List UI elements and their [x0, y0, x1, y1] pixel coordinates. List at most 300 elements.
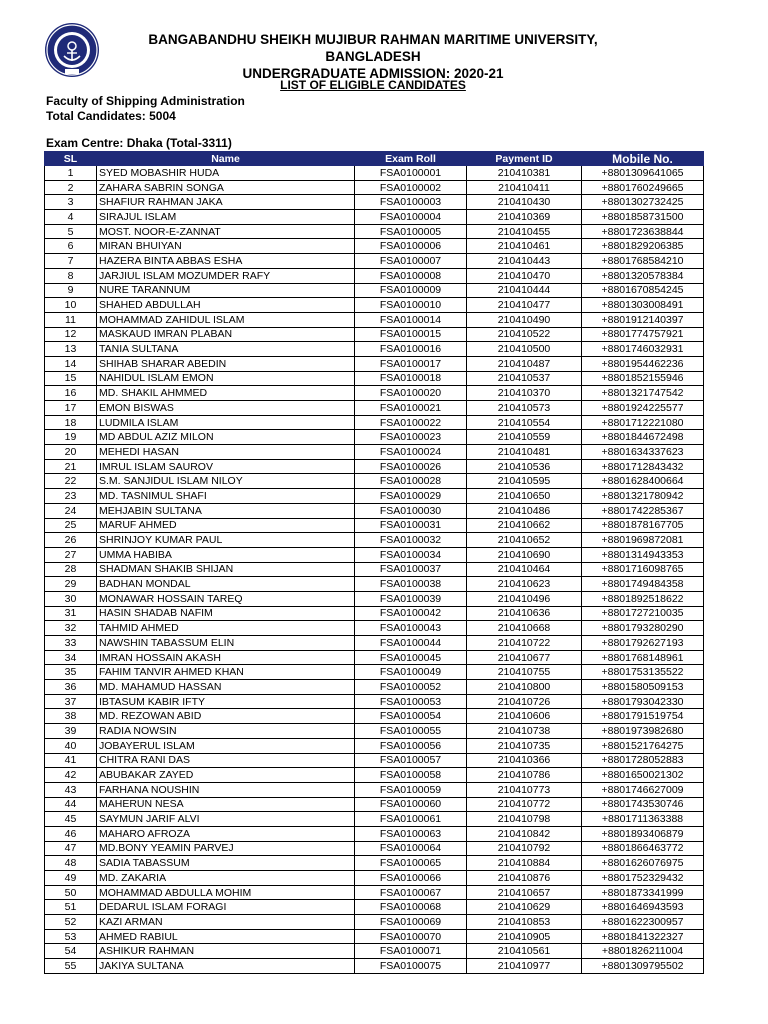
table-row — [45, 533, 704, 548]
cell-payment-id: 210410461 — [467, 239, 582, 254]
cell-sl: 38 — [45, 709, 97, 724]
cell-name: MAHARO AFROZA — [97, 826, 355, 841]
cell-sl: 49 — [45, 871, 97, 886]
cell-exam-roll: FSA0100045 — [355, 650, 467, 665]
cell-mobile: +8801646943593 — [582, 900, 704, 915]
cell-mobile: +8801650021302 — [582, 768, 704, 783]
cell-exam-roll: FSA0100044 — [355, 636, 467, 651]
cell-sl: 36 — [45, 680, 97, 695]
cell-sl: 45 — [45, 812, 97, 827]
cell-exam-roll: FSA0100009 — [355, 283, 467, 298]
table-row — [45, 547, 704, 562]
cell-exam-roll: FSA0100024 — [355, 445, 467, 460]
cell-sl: 53 — [45, 929, 97, 944]
cell-sl: 33 — [45, 636, 97, 651]
table-row — [45, 680, 704, 695]
cell-mobile: +8801742285367 — [582, 503, 704, 518]
cell-payment-id: 210410792 — [467, 841, 582, 856]
cell-mobile: +8801892518622 — [582, 591, 704, 606]
cell-exam-roll: FSA0100005 — [355, 224, 467, 239]
cell-payment-id: 210410800 — [467, 680, 582, 695]
cell-exam-roll: FSA0100016 — [355, 342, 467, 357]
cell-name: AHMED RABIUL — [97, 929, 355, 944]
cell-sl: 8 — [45, 268, 97, 283]
cell-sl: 16 — [45, 386, 97, 401]
table-row — [45, 283, 704, 298]
cell-exam-roll: FSA0100017 — [355, 356, 467, 371]
table-row — [45, 812, 704, 827]
cell-mobile: +8801634337623 — [582, 445, 704, 460]
table-row — [45, 797, 704, 812]
cell-sl: 1 — [45, 166, 97, 181]
cell-mobile: +8801858731500 — [582, 210, 704, 225]
table-row — [45, 239, 704, 254]
cell-payment-id: 210410636 — [467, 606, 582, 621]
table-row — [45, 327, 704, 342]
cell-name: NURE TARANNUM — [97, 283, 355, 298]
cell-name: MD. SHAKIL AHMMED — [97, 386, 355, 401]
cell-sl: 50 — [45, 885, 97, 900]
table-row — [45, 591, 704, 606]
cell-name: MD. MAHAMUD HASSAN — [97, 680, 355, 695]
cell-payment-id: 210410623 — [467, 577, 582, 592]
cell-payment-id: 210410477 — [467, 298, 582, 313]
cell-mobile: +8801521764275 — [582, 738, 704, 753]
table-row — [45, 636, 704, 651]
cell-sl: 19 — [45, 430, 97, 445]
cell-payment-id: 210410554 — [467, 415, 582, 430]
table-row — [45, 841, 704, 856]
table-row — [45, 474, 704, 489]
cell-name: JARJIUL ISLAM MOZUMDER RAFY — [97, 268, 355, 283]
cell-name: KAZI ARMAN — [97, 915, 355, 930]
table-row — [45, 944, 704, 959]
cell-exam-roll: FSA0100052 — [355, 680, 467, 695]
cell-mobile: +8801746627009 — [582, 782, 704, 797]
exam-centre: Exam Centre: Dhaka (Total-3311) — [46, 136, 232, 150]
cell-payment-id: 210410486 — [467, 503, 582, 518]
cell-exam-roll: FSA0100029 — [355, 489, 467, 504]
cell-sl: 20 — [45, 445, 97, 460]
cell-exam-roll: FSA0100020 — [355, 386, 467, 401]
cell-sl: 26 — [45, 533, 97, 548]
cell-sl: 35 — [45, 665, 97, 680]
cell-mobile: +8801320578384 — [582, 268, 704, 283]
cell-mobile: +8801628400664 — [582, 474, 704, 489]
cell-payment-id: 210410657 — [467, 885, 582, 900]
table-row — [45, 577, 704, 592]
cell-sl: 40 — [45, 738, 97, 753]
cell-name: SIRAJUL ISLAM — [97, 210, 355, 225]
cell-name: ZAHARA SABRIN SONGA — [97, 180, 355, 195]
cell-exam-roll: FSA0100057 — [355, 753, 467, 768]
cell-name: ABUBAKAR ZAYED — [97, 768, 355, 783]
cell-payment-id: 210410443 — [467, 254, 582, 269]
cell-exam-roll: FSA0100038 — [355, 577, 467, 592]
cell-payment-id: 210410573 — [467, 401, 582, 416]
cell-mobile: +8801893406879 — [582, 826, 704, 841]
table-row — [45, 312, 704, 327]
table-row — [45, 753, 704, 768]
faculty-block — [46, 94, 245, 124]
cell-exam-roll: FSA0100039 — [355, 591, 467, 606]
cell-sl: 44 — [45, 797, 97, 812]
cell-payment-id: 210410772 — [467, 797, 582, 812]
cell-sl: 9 — [45, 283, 97, 298]
cell-payment-id: 210410755 — [467, 665, 582, 680]
cell-name: MASKAUD IMRAN PLABAN — [97, 327, 355, 342]
table-row — [45, 503, 704, 518]
cell-payment-id: 210410722 — [467, 636, 582, 651]
cell-payment-id: 210410629 — [467, 900, 582, 915]
cell-mobile: +8801746032931 — [582, 342, 704, 357]
cell-name: FAHIM TANVIR AHMED KHAN — [97, 665, 355, 680]
cell-mobile: +8801841322327 — [582, 929, 704, 944]
cell-sl: 39 — [45, 724, 97, 739]
cell-payment-id: 210410369 — [467, 210, 582, 225]
cell-mobile: +8801321747542 — [582, 386, 704, 401]
cell-exam-roll: FSA0100001 — [355, 166, 467, 181]
cell-mobile: +8801969872081 — [582, 533, 704, 548]
table-row — [45, 459, 704, 474]
table-header-row — [45, 152, 704, 166]
cell-sl: 11 — [45, 312, 97, 327]
cell-name: MEHEDI HASAN — [97, 445, 355, 460]
cell-mobile: +8801309641065 — [582, 166, 704, 181]
cell-name: SHAFIUR RAHMAN JAKA — [97, 195, 355, 210]
total-candidates: Total Candidates: 5004 — [46, 109, 176, 123]
table-row — [45, 268, 704, 283]
cell-name: UMMA HABIBA — [97, 547, 355, 562]
cell-mobile: +8801826211004 — [582, 944, 704, 959]
cell-name: TANIA SULTANA — [97, 342, 355, 357]
cell-mobile: +8801774757921 — [582, 327, 704, 342]
cell-mobile: +8801711363388 — [582, 812, 704, 827]
cell-name: SYED MOBASHIR HUDA — [97, 166, 355, 181]
cell-exam-roll: FSA0100034 — [355, 547, 467, 562]
cell-name: JAKIYA SULTANA — [97, 959, 355, 974]
cell-sl: 15 — [45, 371, 97, 386]
cell-name: MIRAN BHUIYAN — [97, 239, 355, 254]
cell-exam-roll: FSA0100042 — [355, 606, 467, 621]
cell-exam-roll: FSA0100068 — [355, 900, 467, 915]
cell-mobile: +8801924225577 — [582, 401, 704, 416]
cell-mobile: +8801852155946 — [582, 371, 704, 386]
cell-mobile: +8801743530746 — [582, 797, 704, 812]
cell-payment-id: 210410490 — [467, 312, 582, 327]
cell-sl: 10 — [45, 298, 97, 313]
candidates-table — [44, 151, 704, 974]
table-row — [45, 915, 704, 930]
cell-name: MD.BONY YEAMIN PARVEJ — [97, 841, 355, 856]
cell-payment-id: 210410842 — [467, 826, 582, 841]
cell-name: DEDARUL ISLAM FORAGI — [97, 900, 355, 915]
cell-sl: 48 — [45, 856, 97, 871]
cell-payment-id: 210410798 — [467, 812, 582, 827]
cell-mobile: +8801793280290 — [582, 621, 704, 636]
cell-mobile: +8801973982680 — [582, 724, 704, 739]
cell-payment-id: 210410455 — [467, 224, 582, 239]
table-row — [45, 871, 704, 886]
table-row — [45, 371, 704, 386]
cell-name: HASIN SHADAB NAFIM — [97, 606, 355, 621]
cell-exam-roll: FSA0100065 — [355, 856, 467, 871]
table-row — [45, 254, 704, 269]
cell-payment-id: 210410668 — [467, 621, 582, 636]
table-row — [45, 694, 704, 709]
table-row — [45, 166, 704, 181]
cell-payment-id: 210410690 — [467, 547, 582, 562]
table-row — [45, 621, 704, 636]
cell-name: MAHERUN NESA — [97, 797, 355, 812]
table-row — [45, 210, 704, 225]
cell-payment-id: 210410738 — [467, 724, 582, 739]
table-row — [45, 195, 704, 210]
cell-payment-id: 210410853 — [467, 915, 582, 930]
cell-mobile: +8801954462236 — [582, 356, 704, 371]
cell-sl: 6 — [45, 239, 97, 254]
cell-mobile: +8801712843432 — [582, 459, 704, 474]
cell-exam-roll: FSA0100069 — [355, 915, 467, 930]
cell-exam-roll: FSA0100053 — [355, 694, 467, 709]
faculty-name: Faculty of Shipping Administration — [46, 94, 245, 108]
cell-sl: 14 — [45, 356, 97, 371]
cell-payment-id: 210410650 — [467, 489, 582, 504]
cell-mobile: +8801314943353 — [582, 547, 704, 562]
cell-payment-id: 210410735 — [467, 738, 582, 753]
cell-sl: 25 — [45, 518, 97, 533]
cell-exam-roll: FSA0100064 — [355, 841, 467, 856]
cell-name: SHIHAB SHARAR ABEDIN — [97, 356, 355, 371]
cell-name: TAHMID AHMED — [97, 621, 355, 636]
cell-payment-id: 210410464 — [467, 562, 582, 577]
cell-name: NAWSHIN TABASSUM ELIN — [97, 636, 355, 651]
cell-sl: 24 — [45, 503, 97, 518]
cell-mobile: +8801712221080 — [582, 415, 704, 430]
cell-exam-roll: FSA0100037 — [355, 562, 467, 577]
cell-sl: 7 — [45, 254, 97, 269]
cell-mobile: +8801727210035 — [582, 606, 704, 621]
cell-sl: 28 — [45, 562, 97, 577]
cell-mobile: +8801622300957 — [582, 915, 704, 930]
cell-mobile: +8801302732425 — [582, 195, 704, 210]
cell-mobile: +8801844672498 — [582, 430, 704, 445]
cell-payment-id: 210410487 — [467, 356, 582, 371]
cell-payment-id: 210410481 — [467, 445, 582, 460]
cell-payment-id: 210410726 — [467, 694, 582, 709]
cell-name: EMON BISWAS — [97, 401, 355, 416]
column-header-name: Name — [97, 152, 355, 166]
cell-name: SADIA TABASSUM — [97, 856, 355, 871]
cell-sl: 2 — [45, 180, 97, 195]
cell-sl: 4 — [45, 210, 97, 225]
cell-exam-roll: FSA0100002 — [355, 180, 467, 195]
table-row — [45, 445, 704, 460]
cell-exam-roll: FSA0100058 — [355, 768, 467, 783]
column-header-exam-roll: Exam Roll — [355, 152, 467, 166]
cell-exam-roll: FSA0100054 — [355, 709, 467, 724]
cell-mobile: +8801873341999 — [582, 885, 704, 900]
cell-name: SHRINJOY KUMAR PAUL — [97, 533, 355, 548]
table-row — [45, 650, 704, 665]
cell-sl: 13 — [45, 342, 97, 357]
cell-exam-roll: FSA0100043 — [355, 621, 467, 636]
cell-mobile: +8801768584210 — [582, 254, 704, 269]
cell-sl: 17 — [45, 401, 97, 416]
table-row — [45, 885, 704, 900]
cell-exam-roll: FSA0100015 — [355, 327, 467, 342]
cell-name: IMRAN HOSSAIN AKASH — [97, 650, 355, 665]
cell-name: MOHAMMAD ABDULLA MOHIM — [97, 885, 355, 900]
cell-payment-id: 210410444 — [467, 283, 582, 298]
cell-payment-id: 210410677 — [467, 650, 582, 665]
cell-payment-id: 210410905 — [467, 929, 582, 944]
table-row — [45, 518, 704, 533]
cell-name: HAZERA BINTA ABBAS ESHA — [97, 254, 355, 269]
cell-mobile: +8801912140397 — [582, 312, 704, 327]
table-row — [45, 562, 704, 577]
cell-payment-id: 210410536 — [467, 459, 582, 474]
table-row — [45, 180, 704, 195]
cell-sl: 32 — [45, 621, 97, 636]
cell-exam-roll: FSA0100028 — [355, 474, 467, 489]
cell-payment-id: 210410411 — [467, 180, 582, 195]
cell-mobile: +8801626076975 — [582, 856, 704, 871]
cell-payment-id: 210410786 — [467, 768, 582, 783]
cell-exam-roll: FSA0100022 — [355, 415, 467, 430]
cell-mobile: +8801866463772 — [582, 841, 704, 856]
university-seal-icon — [44, 22, 100, 78]
cell-name: MD ABDUL AZIZ MILON — [97, 430, 355, 445]
table-row — [45, 342, 704, 357]
cell-name: SAYMUN JARIF ALVI — [97, 812, 355, 827]
cell-exam-roll: FSA0100032 — [355, 533, 467, 548]
cell-exam-roll: FSA0100063 — [355, 826, 467, 841]
table-row — [45, 782, 704, 797]
cell-mobile: +8801321780942 — [582, 489, 704, 504]
cell-name: LUDMILA ISLAM — [97, 415, 355, 430]
cell-exam-roll: FSA0100030 — [355, 503, 467, 518]
cell-payment-id: 210410606 — [467, 709, 582, 724]
cell-mobile: +8801728052883 — [582, 753, 704, 768]
cell-sl: 21 — [45, 459, 97, 474]
cell-payment-id: 210410500 — [467, 342, 582, 357]
university-name: BANGABANDHU SHEIKH MUJIBUR RAHMAN MARITIME UNIVERSITY, BANGLADESH — [148, 32, 598, 64]
cell-sl: 29 — [45, 577, 97, 592]
cell-exam-roll: FSA0100049 — [355, 665, 467, 680]
cell-payment-id: 210410366 — [467, 753, 582, 768]
cell-name: IBTASUM KABIR IFTY — [97, 694, 355, 709]
column-header-mobile: Mobile No. — [582, 152, 704, 166]
cell-payment-id: 210410662 — [467, 518, 582, 533]
table-row — [45, 606, 704, 621]
cell-payment-id: 210410652 — [467, 533, 582, 548]
cell-name: MD. ZAKARIA — [97, 871, 355, 886]
list-title: LIST OF ELIGIBLE CANDIDATES — [280, 78, 466, 92]
cell-exam-roll: FSA0100006 — [355, 239, 467, 254]
cell-mobile: +8801829206385 — [582, 239, 704, 254]
cell-name: MD. TASNIMUL SHAFI — [97, 489, 355, 504]
table-body — [45, 166, 704, 974]
cell-exam-roll: FSA0100066 — [355, 871, 467, 886]
cell-mobile: +8801752329432 — [582, 871, 704, 886]
cell-exam-roll: FSA0100055 — [355, 724, 467, 739]
cell-exam-roll: FSA0100060 — [355, 797, 467, 812]
cell-exam-roll: FSA0100008 — [355, 268, 467, 283]
cell-mobile: +8801716098765 — [582, 562, 704, 577]
table-row — [45, 386, 704, 401]
cell-sl: 31 — [45, 606, 97, 621]
admission-session: UNDERGRADUATE ADMISSION: 2020-21 — [242, 66, 504, 81]
cell-sl: 37 — [45, 694, 97, 709]
cell-exam-roll: FSA0100014 — [355, 312, 467, 327]
table-row — [45, 929, 704, 944]
cell-exam-roll: FSA0100003 — [355, 195, 467, 210]
cell-name: SHADMAN SHAKIB SHIJAN — [97, 562, 355, 577]
table-row — [45, 356, 704, 371]
cell-exam-roll: FSA0100023 — [355, 430, 467, 445]
cell-sl: 22 — [45, 474, 97, 489]
cell-payment-id: 210410370 — [467, 386, 582, 401]
cell-mobile: +8801670854245 — [582, 283, 704, 298]
cell-mobile: +8801878167705 — [582, 518, 704, 533]
cell-payment-id: 210410537 — [467, 371, 582, 386]
cell-sl: 43 — [45, 782, 97, 797]
cell-mobile: +8801791519754 — [582, 709, 704, 724]
cell-payment-id: 210410561 — [467, 944, 582, 959]
table-row — [45, 959, 704, 974]
header-title — [108, 31, 638, 82]
cell-sl: 3 — [45, 195, 97, 210]
table-row — [45, 430, 704, 445]
table-row — [45, 224, 704, 239]
cell-mobile: +8801768148961 — [582, 650, 704, 665]
cell-name: CHITRA RANI DAS — [97, 753, 355, 768]
cell-name: IMRUL ISLAM SAUROV — [97, 459, 355, 474]
cell-sl: 54 — [45, 944, 97, 959]
cell-exam-roll: FSA0100056 — [355, 738, 467, 753]
cell-payment-id: 210410559 — [467, 430, 582, 445]
table-row — [45, 724, 704, 739]
cell-payment-id: 210410496 — [467, 591, 582, 606]
cell-name: JOBAYERUL ISLAM — [97, 738, 355, 753]
table-row — [45, 665, 704, 680]
cell-exam-roll: FSA0100026 — [355, 459, 467, 474]
cell-sl: 46 — [45, 826, 97, 841]
cell-name: ASHIKUR RAHMAN — [97, 944, 355, 959]
cell-payment-id: 210410595 — [467, 474, 582, 489]
table-row — [45, 709, 704, 724]
column-header-sl: SL — [45, 152, 97, 166]
cell-name: NAHIDUL ISLAM EMON — [97, 371, 355, 386]
cell-sl: 41 — [45, 753, 97, 768]
cell-exam-roll: FSA0100061 — [355, 812, 467, 827]
cell-exam-roll: FSA0100070 — [355, 929, 467, 944]
table-row — [45, 738, 704, 753]
cell-name: SHAHED ABDULLAH — [97, 298, 355, 313]
cell-exam-roll: FSA0100010 — [355, 298, 467, 313]
cell-sl: 42 — [45, 768, 97, 783]
cell-payment-id: 210410876 — [467, 871, 582, 886]
cell-payment-id: 210410884 — [467, 856, 582, 871]
cell-name: MOST. NOOR-E-ZANNAT — [97, 224, 355, 239]
cell-name: MEHJABIN SULTANA — [97, 503, 355, 518]
cell-sl: 27 — [45, 547, 97, 562]
cell-mobile: +8801792627193 — [582, 636, 704, 651]
table-row — [45, 415, 704, 430]
table-row — [45, 826, 704, 841]
cell-payment-id: 210410381 — [467, 166, 582, 181]
